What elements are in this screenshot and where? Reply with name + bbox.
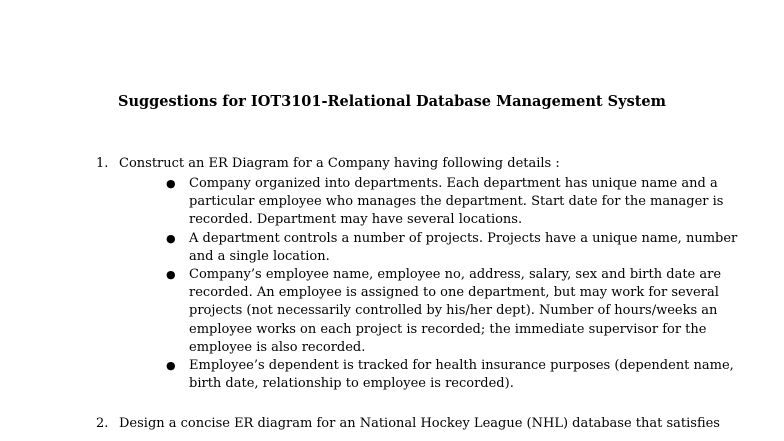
- question-1-number: 1.: [96, 156, 109, 171]
- bullet-text: Company organized into departments. Each department has unique name and a particular employee who manages the department. Start date for the manager is recorded. Department may have several locations.: [189, 176, 724, 228]
- question-2-text: Design a concise ER diagram for an National Hockey League (NHL) database that satisfies: [119, 416, 720, 431]
- bullet-text: Employee’s dependent is tracked for health insurance purposes (dependent name, birth date, relationship to employee is recorded).: [189, 358, 734, 392]
- bullet-icon: ●: [166, 268, 176, 282]
- document-title: Suggestions for IOT3101-Relational Database Management System: [118, 93, 666, 110]
- question-1-bullet-list: [0, 175, 784, 393]
- bullet-text: A department controls a number of projects. Projects have a unique name, number and a single location.: [189, 230, 738, 264]
- question-1-text: Construct an ER Diagram for a Company having following details :: [119, 156, 560, 171]
- list-item: [0, 266, 744, 357]
- list-item: [0, 357, 744, 393]
- list-item: [0, 230, 744, 266]
- list-item: [0, 175, 744, 230]
- bullet-icon: ●: [166, 359, 176, 373]
- question-2-number: 2.: [96, 416, 109, 431]
- bullet-icon: ●: [166, 177, 176, 190]
- bullet-icon: ●: [166, 231, 176, 245]
- bullet-text: Company’s employee name, employee no, address, salary, sex and birth date are recorded. An employee is assigned to one department, but may work for several projects (not necessarily controlled by his/her dept). Number of hours/weeks an employee works on each project is recorded; the immediate supervisor for the employee is also recorded.: [189, 267, 722, 355]
